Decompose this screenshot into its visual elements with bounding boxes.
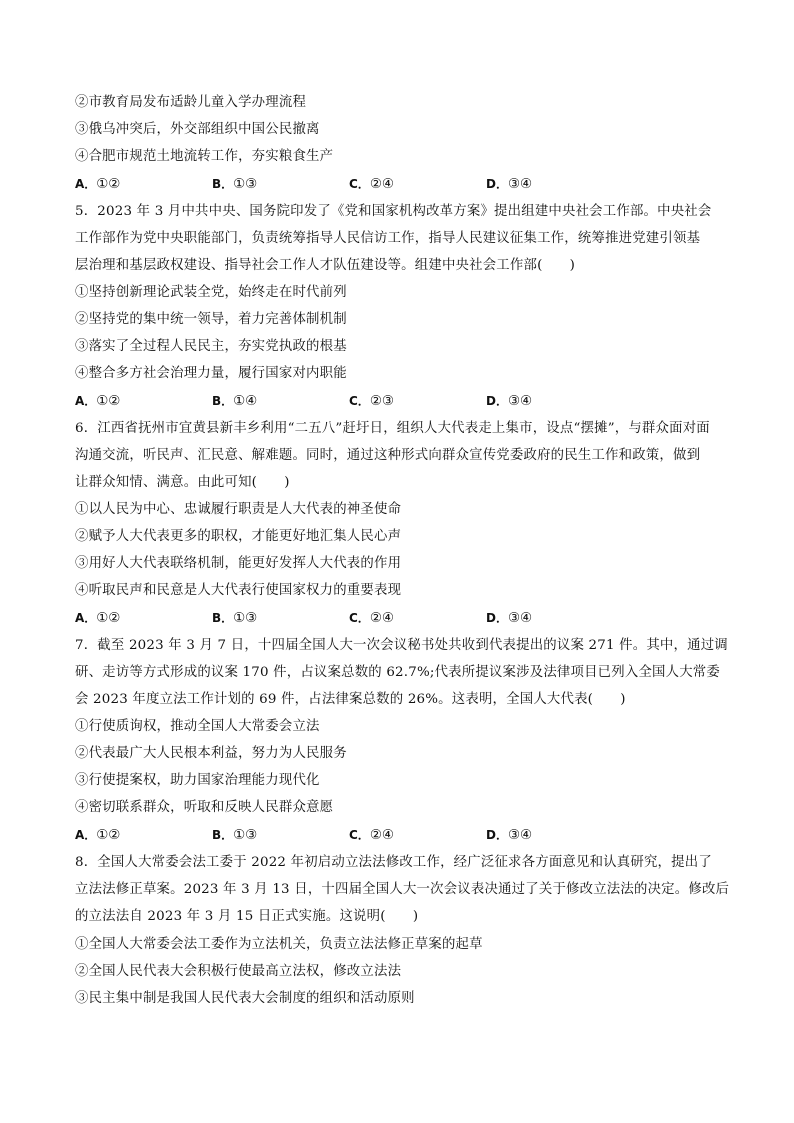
q5-item-1: ①坚持创新理论武装全党，始终走在时代前列 xyxy=(75,285,347,300)
q7-option-d[interactable]: D．③④ xyxy=(486,828,532,843)
q7-item-4: ④密切联系群众，听取和反映人民群众意愿 xyxy=(75,800,334,815)
q8-stem-line-2: 立法法修正草案。2023 年 3 月 13 日，十四届全国人大一次会议表决通过了关于修改立法法的决定。修改后 xyxy=(75,882,730,897)
q4-item-2: ②市教育局发布适龄儿童入学办理流程 xyxy=(75,95,307,110)
q6-item-1: ①以人民为中心、忠诚履行职责是人大代表的神圣使命 xyxy=(75,502,402,517)
q6-option-b[interactable]: B．①③ xyxy=(212,611,258,626)
q6-option-c[interactable]: C．②④ xyxy=(349,611,394,626)
q4-item-3: ③俄乌冲突后，外交部组织中国公民撤离 xyxy=(75,122,320,137)
q6-item-2: ②赋予人大代表更多的职权，才能更好地汇集人民心声 xyxy=(75,529,402,544)
q8-item-2: ②全国人民代表大会积极行使最高立法权，修改立法法 xyxy=(75,964,402,979)
q4-option-d[interactable]: D．③④ xyxy=(486,177,532,192)
q6-options xyxy=(75,608,725,628)
q5-stem-line-1: 5．2023 年 3 月中共中央、国务院印发了《党和国家机构改革方案》提出组建中央社会工作部。中央社会 xyxy=(75,204,712,219)
q4-item-4: ④合肥市规范土地流转工作，夯实粮食生产 xyxy=(75,149,334,164)
q5-options xyxy=(75,391,725,411)
q7-option-a[interactable]: A．①② xyxy=(75,828,121,843)
q7-stem-line-2: 研、走访等方式形成的议案 170 件，占议案总数的 62.7%;代表所提议案涉及法律项目已列入全国人大常委 xyxy=(75,665,720,680)
q6-stem-line-3: 让群众知情、满意。由此可知( ) xyxy=(75,475,290,490)
q7-stem-line-3: 会 2023 年度立法工作计划的 69 件，占法律案总数的 26%。这表明，全国人大代表( ) xyxy=(75,692,626,707)
q4-option-b[interactable]: B．①③ xyxy=(212,177,258,192)
q5-option-d[interactable]: D．③④ xyxy=(486,394,532,409)
q5-stem-line-2: 工作部作为党中央职能部门，负责统筹指导人民信访工作，指导人民建议征集工作，统筹推进党建引领基 xyxy=(75,231,701,246)
q8-stem-line-1: 8．全国人大常委会法工委于 2022 年初启动立法法修改工作，经广泛征求各方面意见和认真研究，提出了 xyxy=(75,855,712,870)
q8-item-1: ①全国人大常委会法工委作为立法机关，负责立法法修正草案的起草 xyxy=(75,937,483,952)
q7-option-c[interactable]: C．②④ xyxy=(349,828,394,843)
q7-item-1: ①行使质询权，推动全国人大常委会立法 xyxy=(75,719,320,734)
q7-item-3: ③行使提案权，助力国家治理能力现代化 xyxy=(75,773,320,788)
q5-option-c[interactable]: C．②③ xyxy=(349,394,394,409)
q6-stem-line-2: 沟通交流，听民声、汇民意、解难题。同时，通过这种形式向群众宣传党委政府的民生工作和政策，做到 xyxy=(75,448,701,463)
q5-item-4: ④整合多方社会治理力量，履行国家对内职能 xyxy=(75,366,347,381)
q6-option-d[interactable]: D．③④ xyxy=(486,611,532,626)
q5-option-a[interactable]: A．①② xyxy=(75,394,121,409)
q6-item-4: ④听取民声和民意是人大代表行使国家权力的重要表现 xyxy=(75,583,402,598)
q8-item-3: ③民主集中制是我国人民代表大会制度的组织和活动原则 xyxy=(75,991,415,1006)
q5-option-b[interactable]: B．①④ xyxy=(212,394,258,409)
q4-option-a[interactable]: A．①② xyxy=(75,177,121,192)
q8-stem-line-3: 的立法法自 2023 年 3 月 15 日正式实施。这说明( ) xyxy=(75,909,419,924)
q5-stem-line-3: 层治理和基层政权建设、指导社会工作人才队伍建设等。组建中央社会工作部( ) xyxy=(75,258,576,273)
q7-stem-line-1: 7．截至 2023 年 3 月 7 日，十四届全国人大一次会议秘书处共收到代表提出的议案 271 件。其中，通过调 xyxy=(75,638,728,653)
q7-option-b[interactable]: B．①③ xyxy=(212,828,258,843)
q6-option-a[interactable]: A．①② xyxy=(75,611,121,626)
q5-item-3: ③落实了全过程人民民主，夯实党执政的根基 xyxy=(75,339,347,354)
q6-stem-line-1: 6．江西省抚州市宜黄县新丰乡利用“二五八”赶圩日，组织人大代表走上集市，设点“摆摊”，与群众面对面 xyxy=(75,421,710,436)
q5-item-2: ②坚持党的集中统一领导，着力完善体制机制 xyxy=(75,312,347,327)
q6-item-3: ③用好人大代表联络机制，能更好发挥人大代表的作用 xyxy=(75,556,402,571)
q7-item-2: ②代表最广大人民根本利益，努力为人民服务 xyxy=(75,746,347,761)
q4-options xyxy=(75,174,725,194)
q7-options xyxy=(75,825,725,845)
q4-option-c[interactable]: C．②④ xyxy=(349,177,394,192)
